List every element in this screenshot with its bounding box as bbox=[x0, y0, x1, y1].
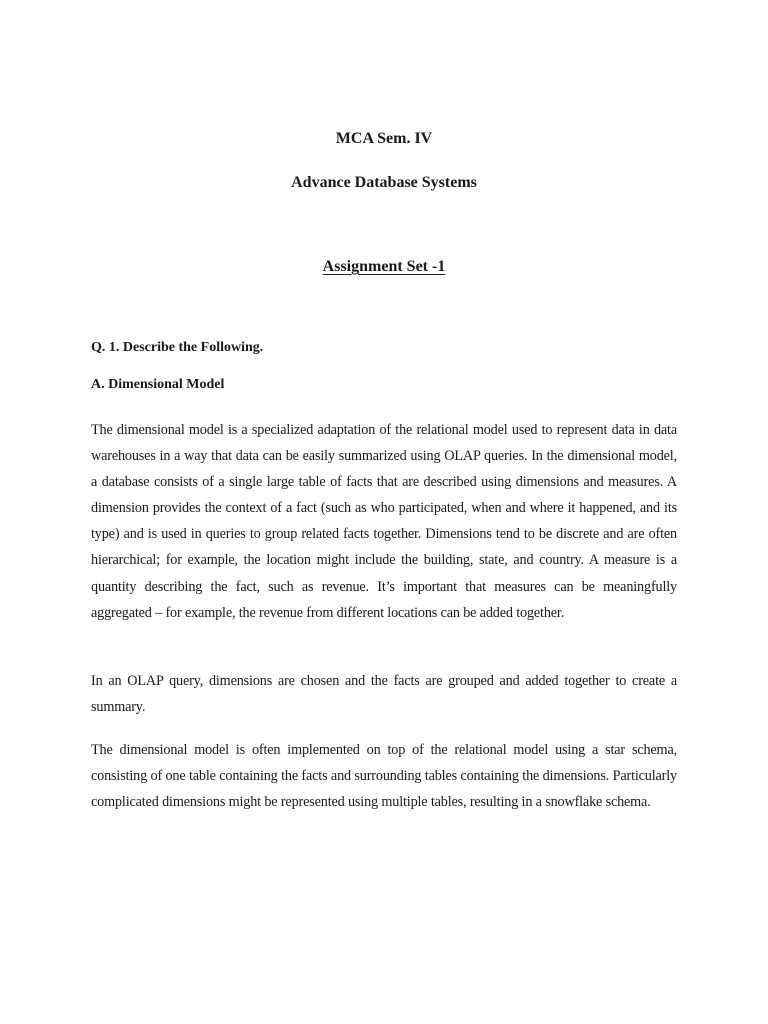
question-heading: Q. 1. Describe the Following. bbox=[91, 340, 264, 355]
assignment-heading: Assignment Set -1 bbox=[322, 258, 446, 275]
paragraph-star-schema: The dimensional model is often implemented on top of the relational model using a star schema, consisting of one table containing the facts and surrounding tables containing the dimensions. Particularly complicated dimensions might be represented using multiple tables, resulting in a snowflake schema. bbox=[91, 742, 677, 811]
paragraph-dimensional-model: The dimensional model is a specialized adaptation of the relational model used to represent data in data warehouses in a way that data can be easily summarized using OLAP queries. In the dimensional model, a database consists of a single large table of facts that are described using dimensions and measures. A dimension provides the context of a fact (such as who participated, when and where it happened, and its type) and is used in queries to group related facts together. Dimensions tend to be discrete and are often hierarchical; for example, the location might include the building, state, and country. A measure is a quantity describing the fact, such as revenue. It’s important that measures can be meaningfully aggregated – for example, the revenue from different locations can be added together. bbox=[91, 422, 677, 621]
course-heading: MCA Sem. IV bbox=[335, 130, 433, 147]
subject-heading: Advance Database Systems bbox=[291, 174, 477, 191]
paragraph-olap-query: In an OLAP query, dimensions are chosen and the facts are grouped and added together to create a summary. bbox=[91, 673, 677, 716]
section-title: A. Dimensional Model bbox=[91, 377, 225, 392]
